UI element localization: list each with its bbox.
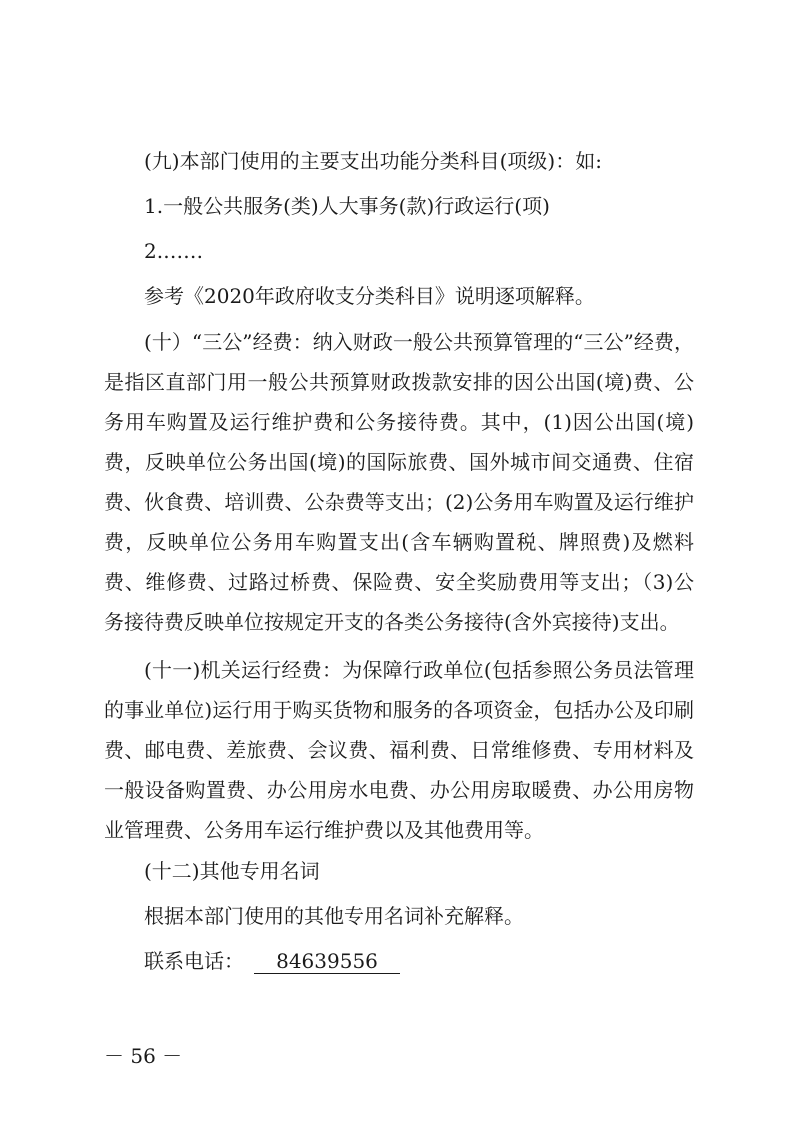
section-11-paragraph: (十一)机关运行经费：为保障行政单位(包括参照公务员法管理的事业单位)运行用于购买货物和服务的各项资金，包括办公及印刷费、邮电费、差旅费、会议费、福利费、日常维修费、专用材料及一般设备购置费、办公用房水电费、办公用房取暖费、办公用房物业管理费、公务用车运行维护费以及其他费用等。 <box>104 658 694 842</box>
contact-label: 联系电话： <box>144 949 244 973</box>
section-9-heading: (九)本部门使用的主要支出功能分类科目(项级)：如: <box>144 149 602 173</box>
section-9-item-1: 1.一般公共服务(类)人大事务(款)行政运行(项) <box>144 194 550 218</box>
document-body <box>104 148 694 975</box>
section-12-text: 根据本部门使用的其他专用名词补充解释。 <box>144 904 524 928</box>
section-9-item-2: 2.…… <box>144 239 204 263</box>
contact-line <box>104 948 694 975</box>
section-9-note: 参考《2020年政府收支分类科目》说明逐项解释。 <box>144 284 595 308</box>
section-10-paragraph: (十）“三公”经费：纳入财政一般公共预算管理的“三公”经费，是指区直部门用一般公共预算财政拨款安排的因公出国(境)费、公务用车购置及运行维护费和公务接待费。其中，(1)因公出国(境)费，反映单位公务出国(境)的国际旅费、国外城市间交通费、住宿费、伙食费、培训费、公杂费等支出；(2)公务用车购置及运行维护费，反映单位公务用车购置支出(含车辆购置税、牌照费)及燃料费、维修费、过路过桥费、保险费、安全奖励费用等支出；（3)公务接待费反映单位按规定开支的各类公务接待(含外宾接待)支出。 <box>104 330 694 634</box>
contact-phone: 84639556 <box>254 949 400 974</box>
page-number: － 56 － <box>104 1044 183 1068</box>
section-12-heading: (十二)其他专用名词 <box>144 859 320 883</box>
